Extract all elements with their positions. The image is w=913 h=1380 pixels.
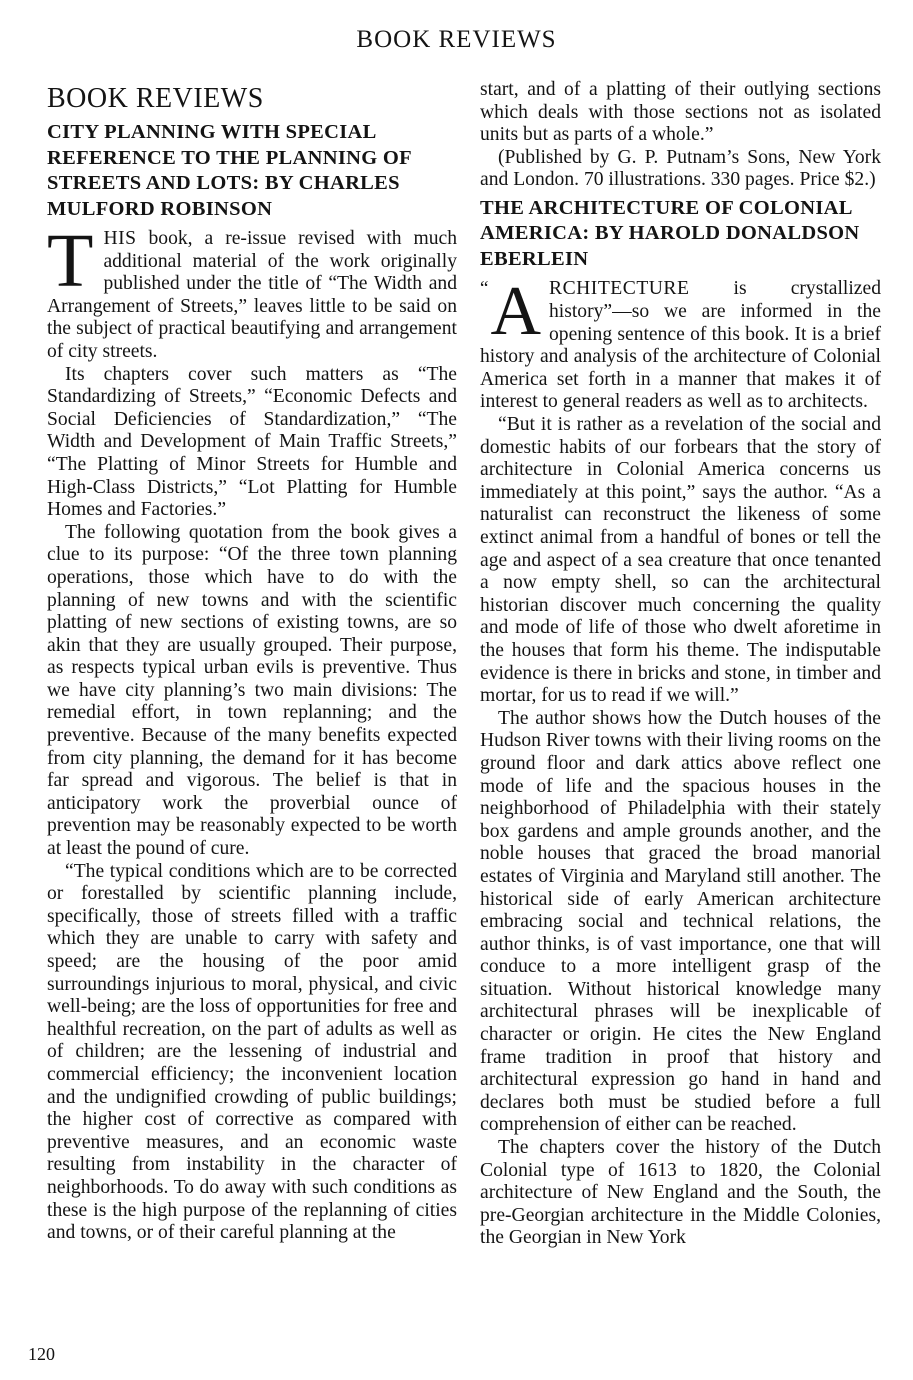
paragraph	[47, 219, 457, 364]
section-title: BOOK REVIEWS	[47, 83, 264, 114]
paragraph: “But it is rather as a revelation of the social and domestic habits of our forbears that the story of architecture in Colonial America concerns us immediately at this point,” says the author. “As a naturalist can reconstruct the likeness of some extinct animal from a handful of bones or tell the age and aspect of a sea creature that once tenanted a now empty shell, so can the architectural historian discover much concerning the quality and mode of life of those who dwelt aforetime in the houses that form his theme. The indisputable evidence is there in bricks and stone, in timber and mortar, for us to read if we will.”	[480, 414, 881, 707]
lead-word: RCHITECTURE	[549, 278, 690, 300]
drop-cap: A	[490, 273, 541, 351]
paragraph-text: book, a re-issue revised with much additional material of the work originally published under the title of “The Width and Arrangement of Streets,” leaves little to be said on the subject of practical beautifying and arrangement of city streets.	[47, 228, 457, 362]
drop-cap: T	[47, 219, 94, 303]
open-quote: “	[480, 278, 489, 300]
paragraph	[480, 273, 881, 414]
paragraph: The author shows how the Dutch houses of the Hudson River towns with their living rooms on the ground floor and dark attics above reflect one mode of life and the spacious houses in the neighborhood of Philadelphia with their stately box gardens and ample grounds another, and the noble houses that graced the broad manorial estates of Virginia and Maryland still another. The historical side of early American architecture embracing social and technical relations, the author thinks, is of vast importance, one that will conduce to a more intelligent grasp of the situation. Without historical knowledge many architectural phrases will be inexplicable of character or origin. He cites the New England frame tradition in proof that history and architectural expression go hand in hand and declares both must be studied before a full comprehension of either can be reached.	[480, 707, 881, 1136]
right-column	[480, 79, 881, 1250]
left-column	[47, 84, 457, 1245]
paragraph-text: is crystallized history”—so we are informed in the opening sentence of this book. It is a brief history and analysis of the architecture of Colonial America set forth in a manner that makes it of interest to general readers as well as to architects.	[480, 278, 881, 413]
paragraph-continued: start, and of a platting of their outlying sections which deals with those sections not as isolated units but as parts of a whole.”	[480, 79, 881, 146]
article-title-colonial-architecture: THE ARCHITECTURE OF COLONIAL AMERICA: BY HAROLD DONALDSON EBERLEIN	[480, 196, 860, 270]
paragraph: “The typical conditions which are to be corrected or forestalled by scientific planning include, specifically, those of streets filled with a traffic which they are unable to carry with safety and speed; are the housing of the poor amid surroundings injurious to moral, physical, and civic well-being; are the loss of opportunities for free and healthful recreation, on the part of adults as well as of children; are the lessening of industrial and commercial efficiency; the inconvenient location and the undignified crowding of public buildings; the higher cost of corrective as compared with preventive measures, and an economic waste resulting from instability in the character of neighborhoods. To do away with such conditions as these is the high purpose of the replanning of cities and towns, or of their careful planning at the	[47, 860, 457, 1244]
lead-word: HIS	[103, 228, 137, 249]
paragraph: The following quotation from the book gives a clue to its purpose: “Of the three town planning operations, those which have to do with the planning of new towns and with the scientific platting of new sections of existing towns, are so akin that they are usually grouped. Their purpose, as respects typical urban evils is preventive. Thus we have city planning’s two main divisions: The remedial effort, in town replanning; and the preventive. Because of the many benefits expected from city planning, the demand for it has become far spread and vigorous. The belief is that in anticipatory work the proverbial ounce of prevention may be reasonably expected to be worth at least the pound of cure.	[47, 521, 457, 860]
running-header: BOOK REVIEWS	[356, 26, 557, 53]
page-number: 120	[28, 1344, 55, 1364]
paragraph: The chapters cover the history of the Dutch Colonial type of 1613 to 1820, the Colonial architecture of New England and the South, the pre-Georgian architecture in the Middle Colonies, the Georgian in New York	[480, 1137, 881, 1249]
paragraph: Its chapters cover such matters as “The Standardizing of Streets,” “Economic Defects and Social Deficiencies of Standardization,” “The Width and Development of Main Traffic Streets,” “The Platting of Minor Streets for Humble and High-Class Districts,” “Lot Platting for Humble Homes and Factories.”	[47, 363, 457, 521]
article-title-city-planning: CITY PLANNING WITH SPECIAL REFERENCE TO THE PLANNING OF STREETS AND LOTS: BY CHARLES MULFORD ROBINSON	[47, 121, 412, 220]
publisher-note: (Published by G. P. Putnam’s Sons, New York and London. 70 illustrations. 330 pages. Price $2.)	[480, 146, 881, 191]
